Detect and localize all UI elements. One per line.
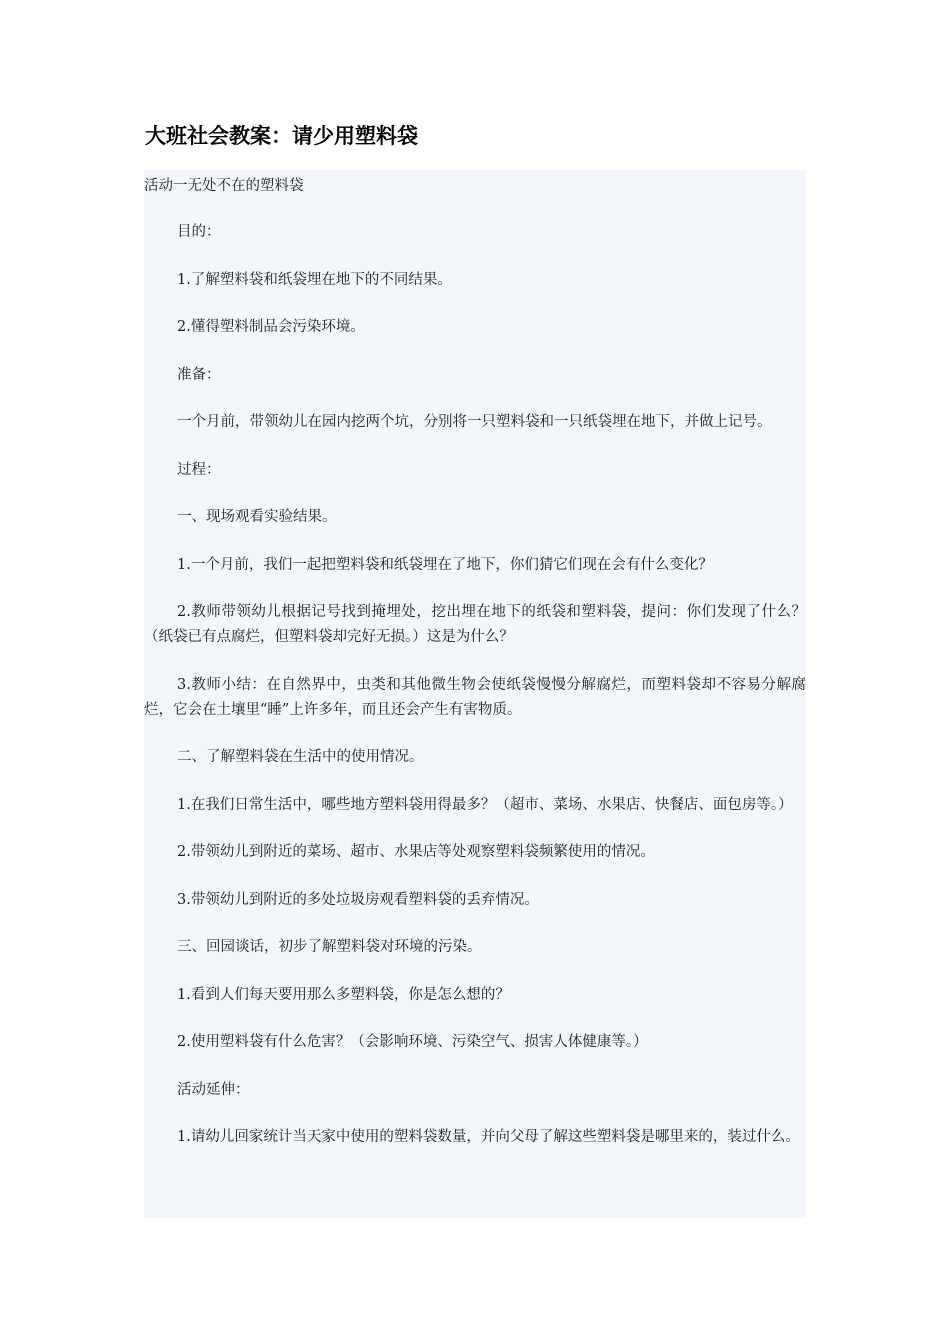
process-item: 2.教师带领幼儿根据记号找到掩埋处，挖出埋在地下的纸袋和塑料袋，提问：你们发现了什么？（纸袋已有点腐烂，但塑料袋却完好无损。）这是为什么？ bbox=[144, 604, 806, 645]
goal-item: 1.了解塑料袋和纸袋埋在地下的不同结果。 bbox=[177, 271, 452, 288]
section-heading-extension: 活动延伸： bbox=[177, 1081, 250, 1098]
process-item: 3.带领幼儿到附近的多处垃圾房观看塑料袋的丢弃情况。 bbox=[177, 891, 539, 908]
extension-item: 1.请幼儿回家统计当天家中使用的塑料袋数量，并向父母了解这些塑料袋是哪里来的，装过什么。 bbox=[177, 1129, 800, 1145]
process-step-heading: 一、现场观看实验结果。 bbox=[177, 509, 337, 525]
document-title: 大班社会教案：请少用塑料袋 bbox=[145, 124, 418, 148]
process-step-heading: 二、了解塑料袋在生活中的使用情况。 bbox=[177, 749, 424, 765]
process-step-heading: 三、回园谈话，初步了解塑料袋对环境的污染。 bbox=[177, 939, 482, 955]
section-heading-preparation: 准备： bbox=[177, 366, 221, 383]
section-heading-goals: 目的： bbox=[177, 224, 221, 240]
process-item: 1.看到人们每天要用那么多塑料袋，你是怎么想的？ bbox=[177, 986, 510, 1003]
section-heading-process: 过程： bbox=[177, 461, 221, 478]
preparation-paragraph: 一个月前，带领幼儿在园内挖两个坑，分别将一只塑料袋和一只纸袋埋在地下，并做上记号。 bbox=[177, 414, 772, 430]
process-item: 1.一个月前，我们一起把塑料袋和纸袋埋在了地下，你们猜它们现在会有什么变化？ bbox=[177, 556, 713, 573]
activity-heading: 活动一无处不在的塑料袋 bbox=[144, 178, 304, 194]
process-item: 2.带领幼儿到附近的菜场、超市、水果店等处观察塑料袋频繁使用的情况。 bbox=[177, 844, 655, 860]
process-item: 1.在我们日常生活中，哪些地方塑料袋用得最多？（超市、菜场、水果店、快餐店、面包房等。） bbox=[177, 796, 793, 813]
document-body bbox=[144, 170, 806, 1218]
process-item: 2.使用塑料袋有什么危害？（会影响环境、污染空气、损害人体健康等。） bbox=[177, 1034, 648, 1050]
goal-item: 2.懂得塑料制品会污染环境。 bbox=[177, 319, 365, 335]
process-item: 3.教师小结：在自然界中，虫类和其他微生物会使纸袋慢慢分解腐烂，而塑料袋却不容易分解腐烂，它会在土壤里“睡”上许多年，而且还会产生有害物质。 bbox=[144, 676, 806, 718]
